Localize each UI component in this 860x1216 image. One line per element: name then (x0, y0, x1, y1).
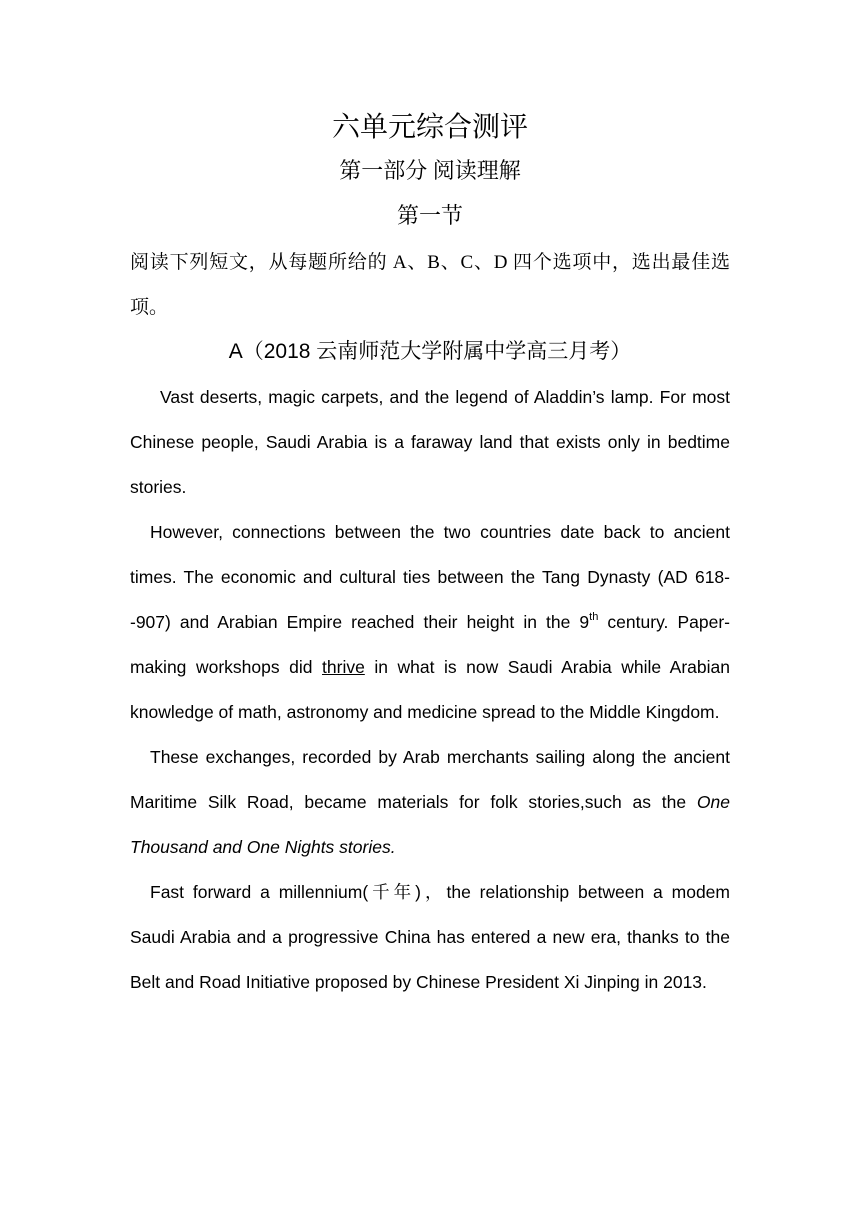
underlined-word: thrive (322, 657, 365, 677)
part-heading: 第一部分 阅读理解 (339, 158, 521, 183)
italic-title: One Thousand and One Nights stories. (130, 792, 730, 857)
paragraph-2-text-b: century. Paper-making workshops did (130, 612, 730, 677)
paragraph-3-text: These exchanges, recorded by Arab merchants sailing along the ancient Maritime Silk Road, became materials for folk stories,such as the (130, 747, 730, 812)
instructions: 阅读下列短文，从每题所给的 A、B、C、D 四个选项中，选出最佳选项。 (130, 252, 730, 318)
passage-body (130, 375, 730, 1005)
paragraph-3 (130, 735, 730, 870)
page-title: 六单元综合测评 (331, 112, 528, 143)
paragraph-4: Fast forward a millennium(千年)，the relationship between a modem Saudi Arabia and a progressive China has entered a new era, thanks to the Belt and Road Initiative proposed by Chinese President Xi Jinping in 2013. (130, 882, 730, 992)
superscript-th: th (589, 611, 599, 623)
paragraph-1: Vast deserts, magic carpets, and the legend of Aladdin’s lamp. For most Chinese people, Saudi Arabia is a faraway land that exists only in bedtime stories. (130, 387, 730, 497)
section-heading: 第一节 (396, 203, 463, 228)
paragraph-2-text-a: However, connections between the two countries date back to ancient times. The economic and cultural ties between the Tang Dynasty (AD 618--907) and Arabian Empire reached their height in the 9 (130, 522, 730, 632)
passage-title: A（2018 云南师范大学附属中学高三月考） (228, 340, 632, 363)
paragraph-2-text-c: in what is now Saudi Arabia while Arabian knowledge of math, astronomy and medicine spread to the Middle Kingdom. (130, 657, 730, 722)
paragraph-2 (130, 510, 730, 735)
